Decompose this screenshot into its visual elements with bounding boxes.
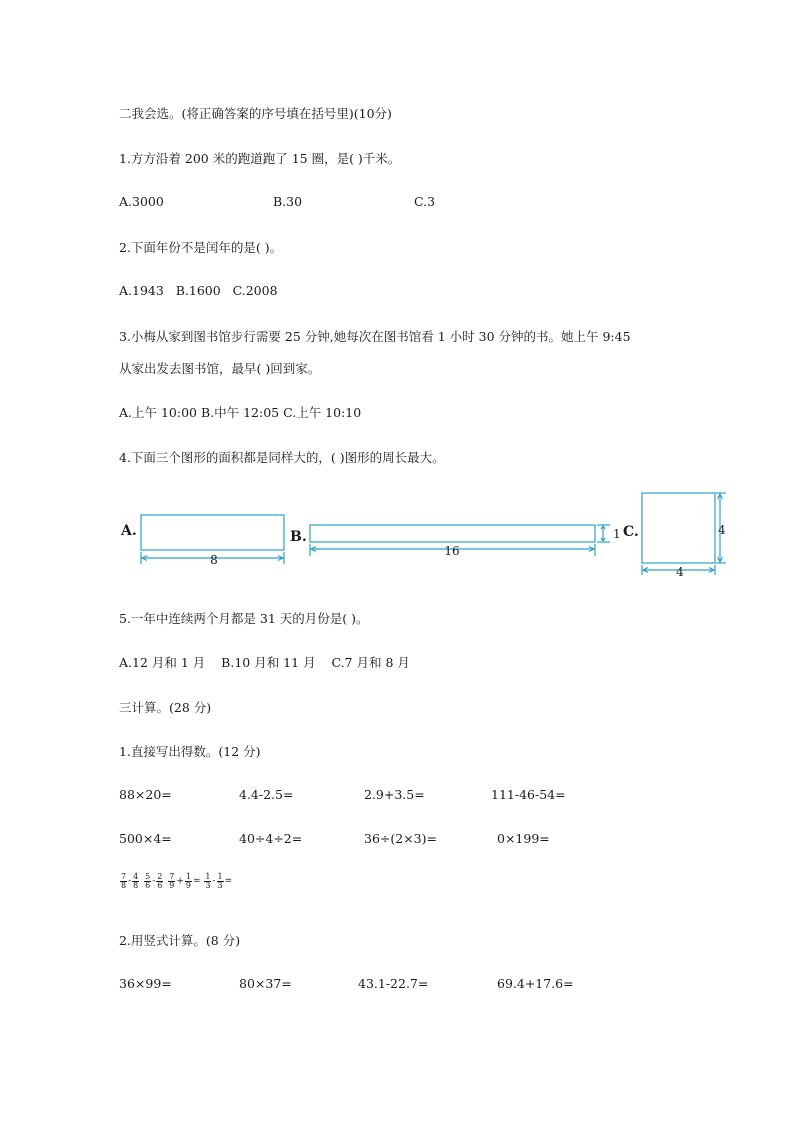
- section-2-title: 二我会选。(将正确答案的序号填在括号里)(10分): [119, 106, 392, 121]
- fraction: $\frac{1}{3}$: [217, 872, 223, 890]
- figure-b-label: B.: [290, 529, 307, 545]
- question-4-figure: [118, 488, 738, 580]
- calc-1-4: 111-46-54=: [491, 787, 566, 802]
- vertical-calc-4: 69.4+17.6=: [497, 976, 574, 991]
- fraction: $\frac{1}{9}$: [185, 872, 191, 890]
- figure-c-label: C.: [623, 524, 639, 540]
- question-4-stem: 4.下面三个图形的面积都是同样大的，( )图形的周长最大。: [119, 450, 445, 465]
- section-3-title: 三计算。(28 分): [119, 700, 212, 715]
- figure-b-height-label: 1: [613, 527, 621, 541]
- vertical-calc-3: 43.1-22.7=: [358, 976, 429, 991]
- fraction: $\frac{1}{3}$: [205, 872, 211, 890]
- calc-2-3: 36÷(2×3)=: [364, 831, 437, 846]
- square-c: [642, 493, 715, 563]
- calc-1-3: 2.9+3.5=: [364, 787, 425, 802]
- fraction: $\frac{7}{8}$: [121, 872, 127, 890]
- question-5-options: A.12 月和 1 月 B.10 月和 11 月 C.7 月和 8 月: [119, 655, 410, 670]
- part-1-title: 1.直接写出得数。(12 分): [119, 744, 261, 759]
- fraction: $\frac{5}{6}$: [145, 872, 151, 890]
- question-4-figure-svg: [118, 488, 738, 580]
- figure-c-height-label: 4: [718, 523, 726, 537]
- question-1-option-b: B.30: [273, 194, 303, 209]
- question-1-option-a: A.3000: [119, 194, 164, 209]
- fraction: $\frac{4}{8}$: [133, 872, 139, 890]
- rectangle-a: [141, 515, 284, 550]
- fraction: $\frac{7}{9}$: [169, 872, 175, 890]
- figure-c-width-label: 4: [676, 565, 684, 579]
- rectangle-b: [310, 525, 595, 542]
- figure-a-width-label: 8: [210, 553, 218, 567]
- calc-1-2: 4.4-2.5=: [239, 787, 294, 802]
- calc-2-4: 0×199=: [497, 831, 550, 846]
- fraction-row: $\frac{7}{8}$ - $\frac{4}{8}$ $\frac{5}{6}$ - $\frac{2}{6}$ $\frac{7}{9}$ + $\frac{1}{9}$ = $\frac{1}{3}$ - $\frac{1}{3}$ =: [121, 872, 233, 890]
- calc-2-2: 40÷4÷2=: [239, 831, 303, 846]
- question-3-options: A.上午 10:00 B.中午 12:05 C.上午 10:10: [119, 405, 362, 420]
- vertical-calc-1: 36×99=: [119, 976, 172, 991]
- part-2-title: 2.用竖式计算。(8 分): [119, 933, 241, 948]
- calc-1-1: 88×20=: [119, 787, 172, 802]
- calc-2-1: 500×4=: [119, 831, 172, 846]
- question-1-option-c: C.3: [414, 194, 436, 209]
- figure-a-label: A.: [121, 523, 137, 539]
- fraction: $\frac{2}{6}$: [157, 872, 163, 890]
- question-3-stem-line-2: 从家出发去图书馆，最早( )回到家。: [119, 361, 321, 376]
- question-2-options: A.1943 B.1600 C.2008: [119, 283, 278, 298]
- question-1-stem: 1.方方沿着 200 米的跑道跑了 15 圈，是( )千米。: [119, 151, 401, 166]
- vertical-calc-2: 80×37=: [239, 976, 292, 991]
- question-2-stem: 2.下面年份不是闰年的是( )。: [119, 240, 283, 255]
- question-5-stem: 5.一年中连续两个月都是 31 天的月份是( )。: [119, 611, 369, 626]
- figure-b-width-label: 16: [444, 544, 460, 558]
- question-3-stem-line-1: 3.小梅从家到图书馆步行需要 25 分钟,她每次在图书馆看 1 小时 30 分钟的书。她上午 9:45: [119, 329, 631, 344]
